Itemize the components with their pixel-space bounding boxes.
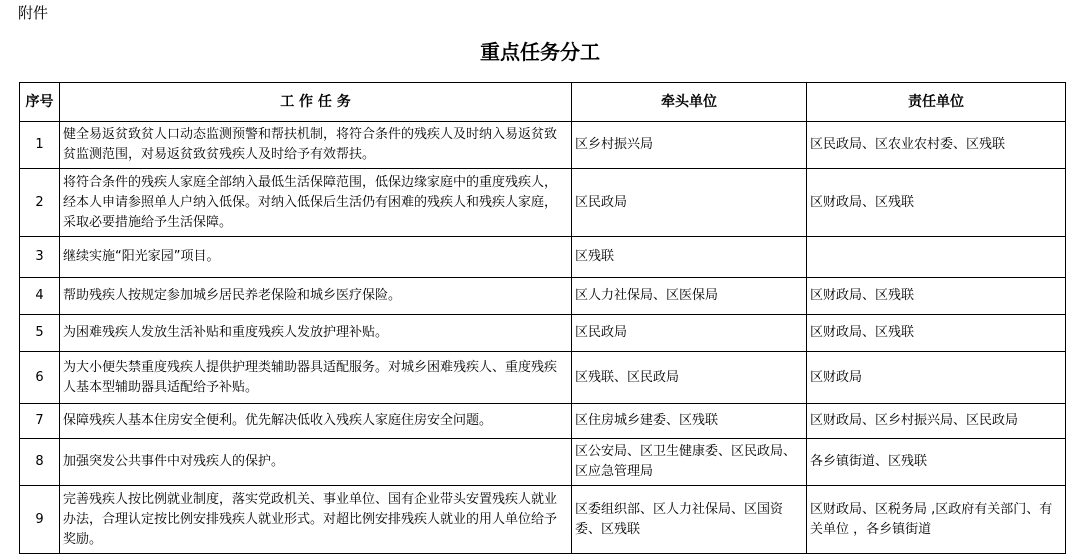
header-number: 序号 [20, 83, 60, 122]
row-task: 为困难残疾人发放生活补贴和重度残疾人发放护理补贴。 [60, 315, 572, 352]
row-lead-unit: 区民政局 [572, 315, 807, 352]
row-responsible-unit: 区财政局、区税务局 ,区政府有关部门、有关单位 ，各乡镇街道 [807, 486, 1066, 554]
row-task: 继续实施“阳光家园”项目。 [60, 237, 572, 278]
table-row [20, 439, 1066, 486]
row-responsible-unit: 区财政局、区残联 [807, 315, 1066, 352]
header-responsible-unit: 责任单位 [807, 83, 1066, 122]
row-task: 健全易返贫致贫人口动态监测预警和帮扶机制，将符合条件的残疾人及时纳入易返贫致贫监测范围，对易返贫致贫残疾人及时给予有效帮扶。 [60, 122, 572, 169]
row-task: 加强突发公共事件中对残疾人的保护。 [60, 439, 572, 486]
row-lead-unit: 区乡村振兴局 [572, 122, 807, 169]
row-lead-unit: 区委组织部、区人力社保局、区国资委、区残联 [572, 486, 807, 554]
row-number: 8 [20, 439, 60, 486]
row-responsible-unit: 区财政局、区残联 [807, 278, 1066, 315]
row-task: 帮助残疾人按规定参加城乡居民养老保险和城乡医疗保险。 [60, 278, 572, 315]
table-header-row [20, 83, 1066, 122]
row-task: 保障残疾人基本住房安全便利。优先解决低收入残疾人家庭住房安全问题。 [60, 404, 572, 439]
row-lead-unit: 区住房城乡建委、区残联 [572, 404, 807, 439]
table-row [20, 122, 1066, 169]
header-task: 工 作 任 务 [60, 83, 572, 122]
attachment-label: 附件 [18, 4, 49, 22]
header-lead-unit: 牵头单位 [572, 83, 807, 122]
row-lead-unit: 区公安局、区卫生健康委、区民政局、区应急管理局 [572, 439, 807, 486]
row-number: 9 [20, 486, 60, 554]
row-number: 6 [20, 352, 60, 404]
row-responsible-unit: 区财政局、区乡村振兴局、区民政局 [807, 404, 1066, 439]
row-task: 将符合条件的残疾人家庭全部纳入最低生活保障范围，低保边缘家庭中的重度残疾人，经本人申请参照单人户纳入低保。对纳入低保后生活仍有困难的残疾人和残疾人家庭，采取必要措施给予生活保障。 [60, 169, 572, 237]
row-lead-unit: 区残联、区民政局 [572, 352, 807, 404]
row-lead-unit: 区残联 [572, 237, 807, 278]
table-row [20, 404, 1066, 439]
row-number: 4 [20, 278, 60, 315]
row-number: 2 [20, 169, 60, 237]
row-number: 3 [20, 237, 60, 278]
table-row [20, 278, 1066, 315]
table-row [20, 169, 1066, 237]
table-row [20, 486, 1066, 554]
row-responsible-unit: 区民政局、区农业农村委、区残联 [807, 122, 1066, 169]
row-responsible-unit [807, 237, 1066, 278]
row-task: 为大小便失禁重度残疾人提供护理类辅助器具适配服务。对城乡困难残疾人、重度残疾人基本型辅助器具适配给予补贴。 [60, 352, 572, 404]
table-row [20, 237, 1066, 278]
row-responsible-unit: 区财政局、区残联 [807, 169, 1066, 237]
row-lead-unit: 区民政局 [572, 169, 807, 237]
row-lead-unit: 区人力社保局、区医保局 [572, 278, 807, 315]
document-title: 重点任务分工 [480, 40, 600, 64]
row-task: 完善残疾人按比例就业制度，落实党政机关、事业单位、国有企业带头安置残疾人就业办法，合理认定按比例安排残疾人就业形式。对超比例安排残疾人就业的用人单位给予奖励。 [60, 486, 572, 554]
table-row [20, 352, 1066, 404]
row-responsible-unit: 区财政局 [807, 352, 1066, 404]
task-table [19, 82, 1066, 554]
row-number: 1 [20, 122, 60, 169]
row-responsible-unit: 各乡镇街道、区残联 [807, 439, 1066, 486]
row-number: 7 [20, 404, 60, 439]
table-row [20, 315, 1066, 352]
row-number: 5 [20, 315, 60, 352]
